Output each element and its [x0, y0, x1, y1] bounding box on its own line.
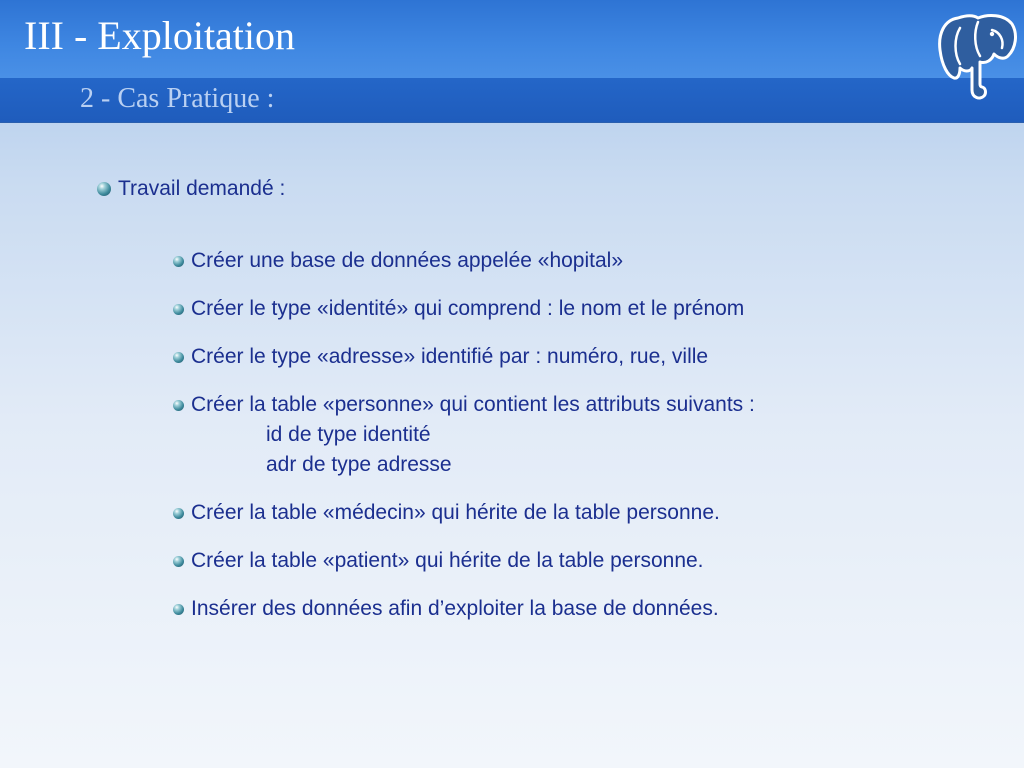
list-item-text: Créer la table «personne» qui contient les attributs suivants :: [191, 393, 755, 416]
list-item: [173, 546, 704, 576]
list-item: [173, 246, 623, 276]
list-item-text: Créer une base de données appelée «hopital»: [191, 249, 624, 272]
list-item: [173, 390, 755, 480]
slide-title: III - Exploitation: [24, 13, 296, 58]
bullet-icon: [173, 508, 184, 519]
bullet-icon: [173, 556, 184, 567]
list-item-text: Insérer des données afin d’exploiter la base de données.: [191, 597, 719, 620]
list-item-text: Créer le type «adresse» identifié par : numéro, rue, ville: [191, 345, 709, 368]
title-bar: [0, 0, 1024, 78]
list-item-body: [191, 390, 755, 480]
list-item-text: Créer le type «identité» qui comprend : le nom et le prénom: [191, 297, 745, 320]
list-item-text: Créer la table «médecin» qui hérite de la table personne.: [191, 501, 720, 524]
bullet-icon: [173, 352, 184, 363]
bullet-icon: [97, 182, 111, 196]
postgresql-elephant-icon: [936, 10, 1020, 102]
slide-subtitle: 2 - Cas Pratique :: [80, 83, 275, 114]
content-heading: [97, 174, 285, 204]
sub-item: adr de type adresse: [266, 453, 452, 476]
list-item-text: Créer la table «patient» qui hérite de la table personne.: [191, 549, 704, 572]
list-item: [173, 342, 708, 372]
list-item: [173, 294, 744, 324]
heading-text: Travail demandé :: [118, 177, 286, 200]
bullet-icon: [173, 304, 184, 315]
bullet-icon: [173, 400, 184, 411]
list-item: [173, 498, 720, 528]
bullet-icon: [173, 604, 184, 615]
sub-item: id de type identité: [266, 423, 431, 446]
list-item: [173, 594, 719, 624]
bullet-icon: [173, 256, 184, 267]
